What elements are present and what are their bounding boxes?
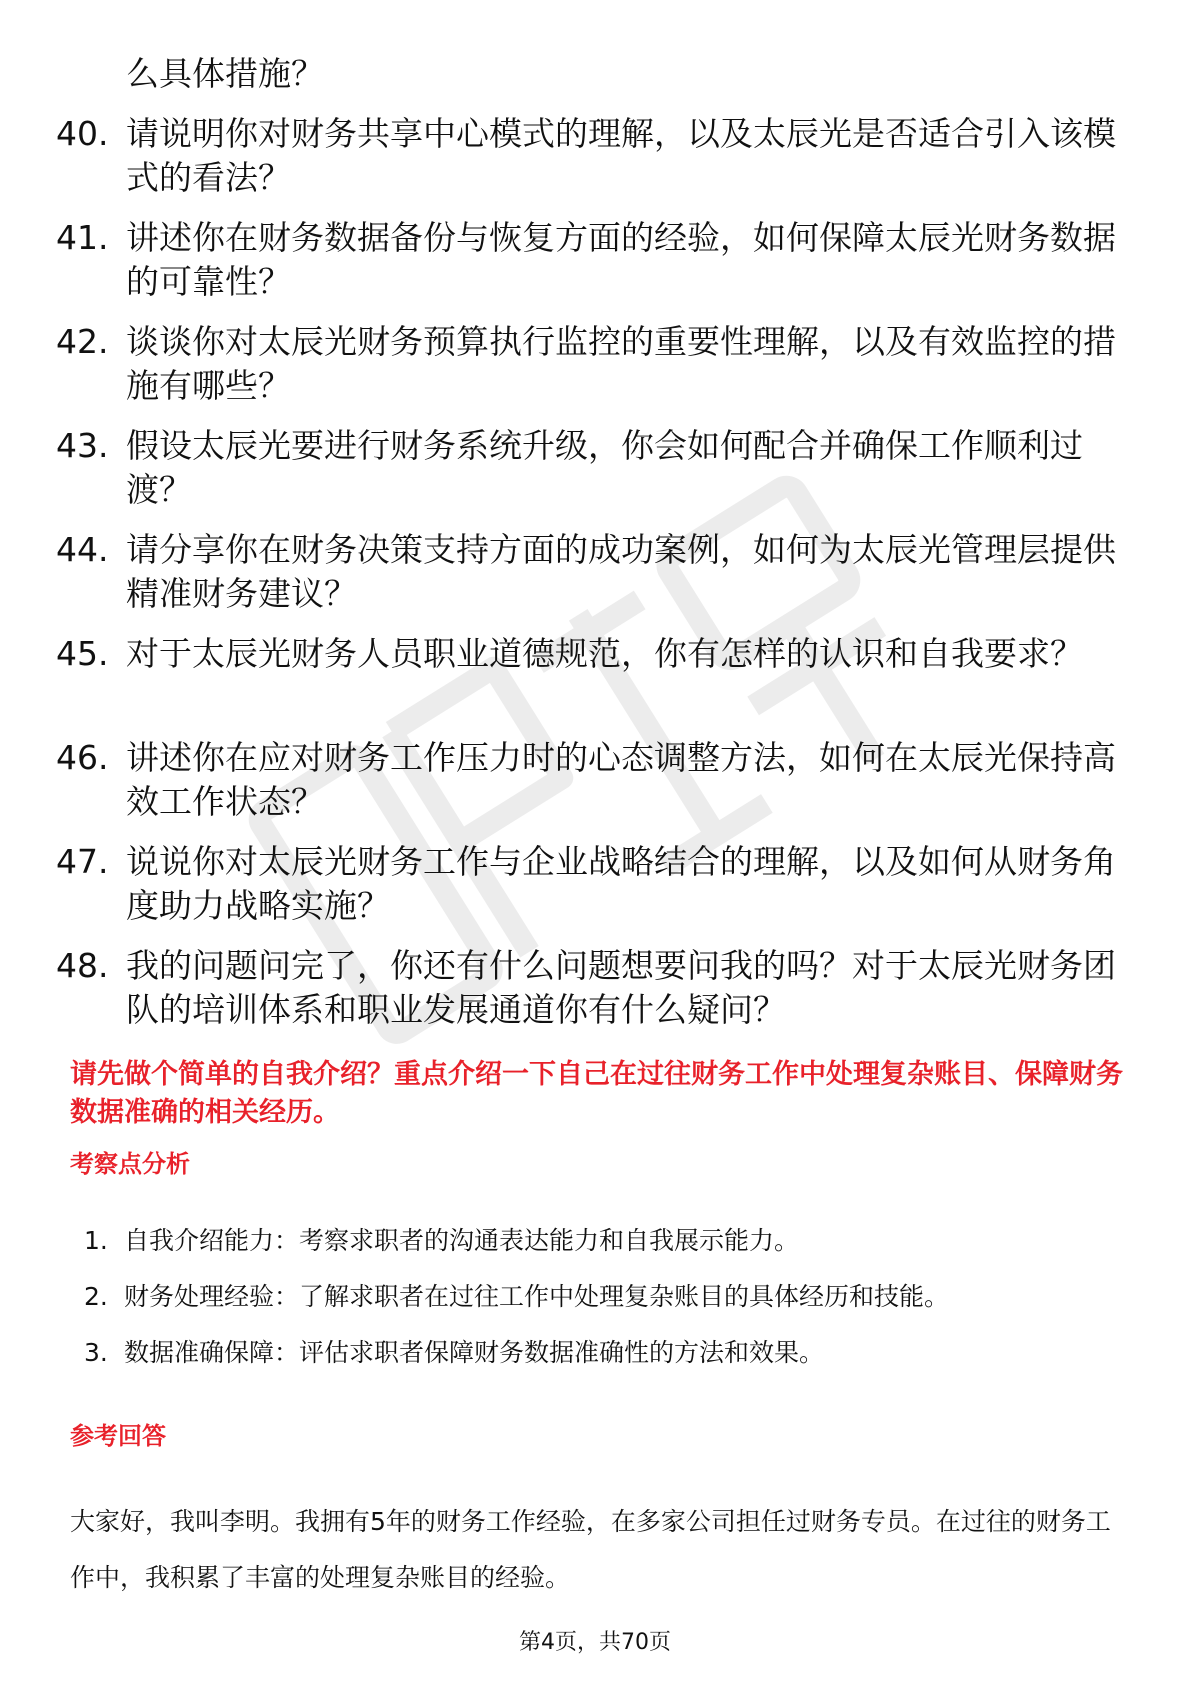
question-text: 假设太辰光要进行财务系统升级，你会如何配合并确保工作顺利过渡？ — [126, 426, 1083, 509]
question-list — [0, 112, 1190, 1048]
question-number: 48. — [56, 946, 109, 985]
question-text: 请分享你在财务决策支持方面的成功案例，如何为太辰光管理层提供精准财务建议？ — [126, 530, 1116, 613]
question-text: 谈谈你对太辰光财务预算执行监控的重要性理解，以及有效监控的措施有哪些？ — [126, 322, 1116, 405]
featured-question: 请先做个简单的自我介绍？重点介绍一下自己在过往财务工作中处理复杂账目、保障财务数据准确的相关经历。 — [70, 1059, 1123, 1128]
analysis-number: 3. — [84, 1338, 108, 1367]
analysis-list — [0, 1224, 1190, 1392]
question-item — [0, 424, 1190, 528]
question-number: 43. — [56, 426, 109, 465]
question-number: 42. — [56, 322, 109, 361]
analysis-number: 2. — [84, 1282, 108, 1311]
question-item — [0, 944, 1190, 1048]
question-item — [0, 320, 1190, 424]
analysis-item — [0, 1336, 1190, 1392]
analysis-text: 自我介绍能力：考察求职者的沟通表达能力和自我展示能力。 — [124, 1226, 800, 1255]
question-item — [0, 736, 1190, 840]
question-item — [0, 632, 1190, 736]
question-continuation: 么具体措施？ — [126, 54, 324, 93]
analysis-text: 数据准确保障：评估求职者保障财务数据准确性的方法和效果。 — [124, 1338, 825, 1367]
analysis-number: 1. — [84, 1226, 108, 1255]
question-item — [0, 528, 1190, 632]
question-text: 说说你对太辰光财务工作与企业战略结合的理解，以及如何从财务角度助力战略实施？ — [126, 842, 1116, 925]
question-number: 40. — [56, 114, 109, 153]
question-number: 47. — [56, 842, 109, 881]
question-number: 46. — [56, 738, 109, 777]
reference-answer: 大家好，我叫李明。我拥有5年的财务工作经验，在多家公司担任过财务专员。在过往的财务工作中，我积累了丰富的处理复杂账目的经验。 — [70, 1507, 1111, 1592]
analysis-item — [0, 1280, 1190, 1336]
question-number: 41. — [56, 218, 109, 257]
question-text: 讲述你在应对财务工作压力时的心态调整方法，如何在太辰光保持高效工作状态？ — [126, 738, 1116, 821]
question-text: 我的问题问完了，你还有什么问题想要问我的吗？对于太辰光财务团队的培训体系和职业发展通道你有什么疑问？ — [126, 946, 1116, 1029]
question-text: 对于太辰光财务人员职业道德规范，你有怎样的认识和自我要求？ — [126, 634, 1083, 673]
analysis-text: 财务处理经验：了解求职者在过往工作中处理复杂账目的具体经历和技能。 — [124, 1282, 950, 1311]
question-text: 讲述你在财务数据备份与恢复方面的经验，如何保障太辰光财务数据的可靠性？ — [126, 218, 1116, 301]
reference-title: 参考回答 — [70, 1422, 166, 1450]
question-text: 请说明你对财务共享中心模式的理解，以及太辰光是否适合引入该模式的看法？ — [126, 114, 1116, 197]
page-footer: 第4页，共70页 — [519, 1630, 671, 1655]
question-number: 44. — [56, 530, 109, 569]
analysis-item — [0, 1224, 1190, 1280]
question-item — [0, 216, 1190, 320]
question-number: 45. — [56, 634, 109, 673]
question-item — [0, 840, 1190, 944]
analysis-title: 考察点分析 — [70, 1150, 190, 1178]
question-item — [0, 112, 1190, 216]
